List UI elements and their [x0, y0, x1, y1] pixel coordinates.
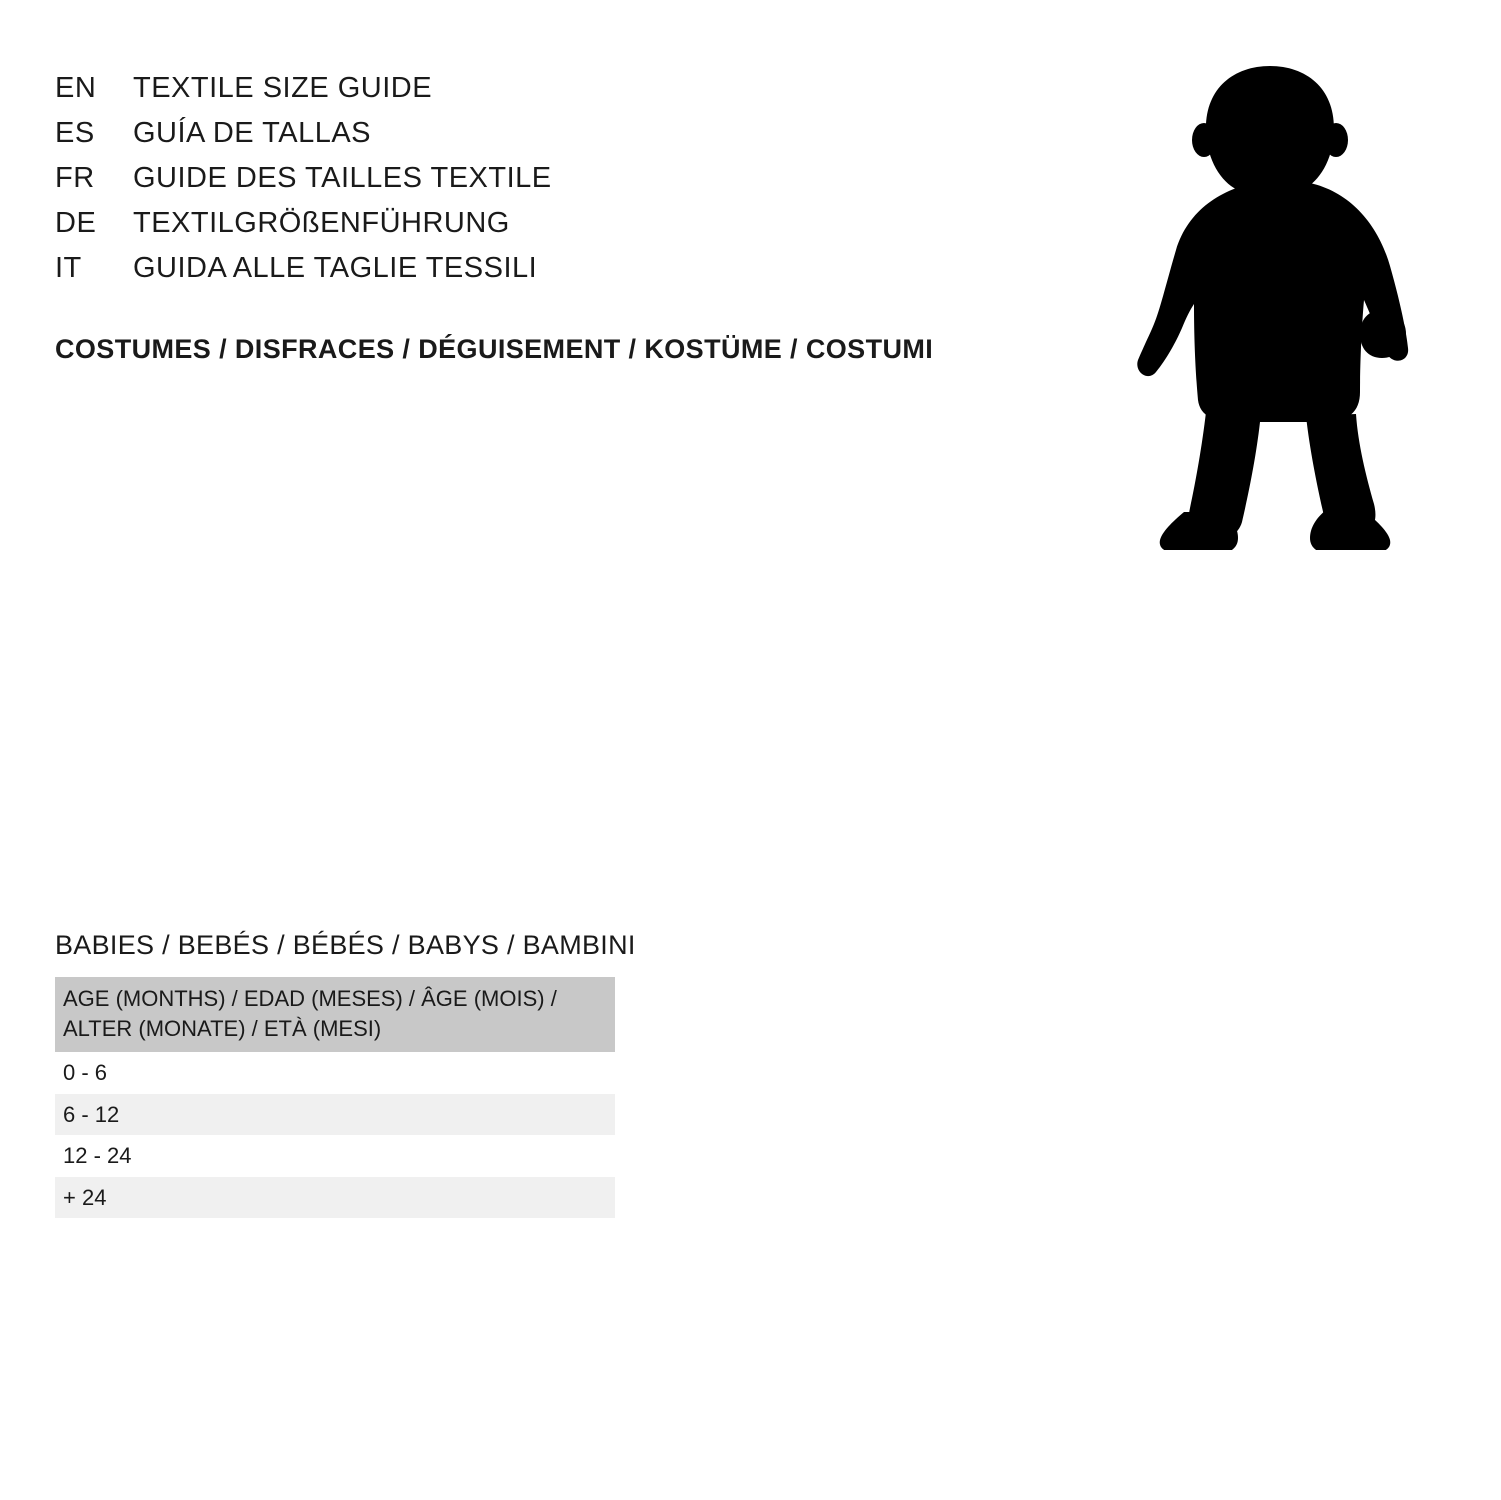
language-row: [55, 162, 552, 207]
language-row: [55, 117, 552, 162]
table-caption: BABIES / BEBÉS / BÉBÉS / BABYS / BAMBINI: [55, 930, 636, 960]
language-code: IT: [55, 252, 82, 284]
cell-age: + 24: [55, 1177, 615, 1219]
language-code: EN: [55, 72, 97, 104]
table-row: [55, 1135, 615, 1177]
cell-age: 12 - 24: [55, 1135, 615, 1177]
language-row: [55, 207, 552, 252]
cell-age: 6 - 12: [55, 1094, 615, 1136]
language-code: DE: [55, 207, 97, 239]
table-row: [55, 1094, 615, 1136]
category-title: COSTUMES / DISFRACES / DÉGUISEMENT / KOSTÜME / COSTUMI: [55, 334, 934, 364]
language-code: ES: [55, 117, 95, 149]
language-label: GUÍA DE TALLAS: [133, 117, 372, 149]
table-row: [55, 1177, 615, 1219]
language-label: TEXTILE SIZE GUIDE: [133, 72, 433, 104]
table-body: [55, 1052, 615, 1218]
language-list: [55, 72, 552, 297]
size-table-section: [55, 930, 636, 1218]
language-row: [55, 72, 552, 117]
language-label: GUIDE DES TAILLES TEXTILE: [133, 162, 552, 194]
table-head: [55, 977, 615, 1052]
toddler-silhouette-icon: [1110, 60, 1440, 550]
table-row: [55, 1052, 615, 1094]
language-label: TEXTILGRÖßENFÜHRUNG: [133, 207, 510, 239]
language-label: GUIDA ALLE TAGLIE TESSILI: [133, 252, 538, 284]
size-table: [55, 977, 615, 1218]
table-header-row: [55, 977, 615, 1052]
language-code: FR: [55, 162, 95, 194]
cell-age: 0 - 6: [55, 1052, 615, 1094]
language-row: [55, 252, 552, 297]
column-header-age: AGE (MONTHS) / EDAD (MESES) / ÂGE (MOIS) / ALTER (MONATE) / ETÀ (MESI): [55, 977, 615, 1052]
